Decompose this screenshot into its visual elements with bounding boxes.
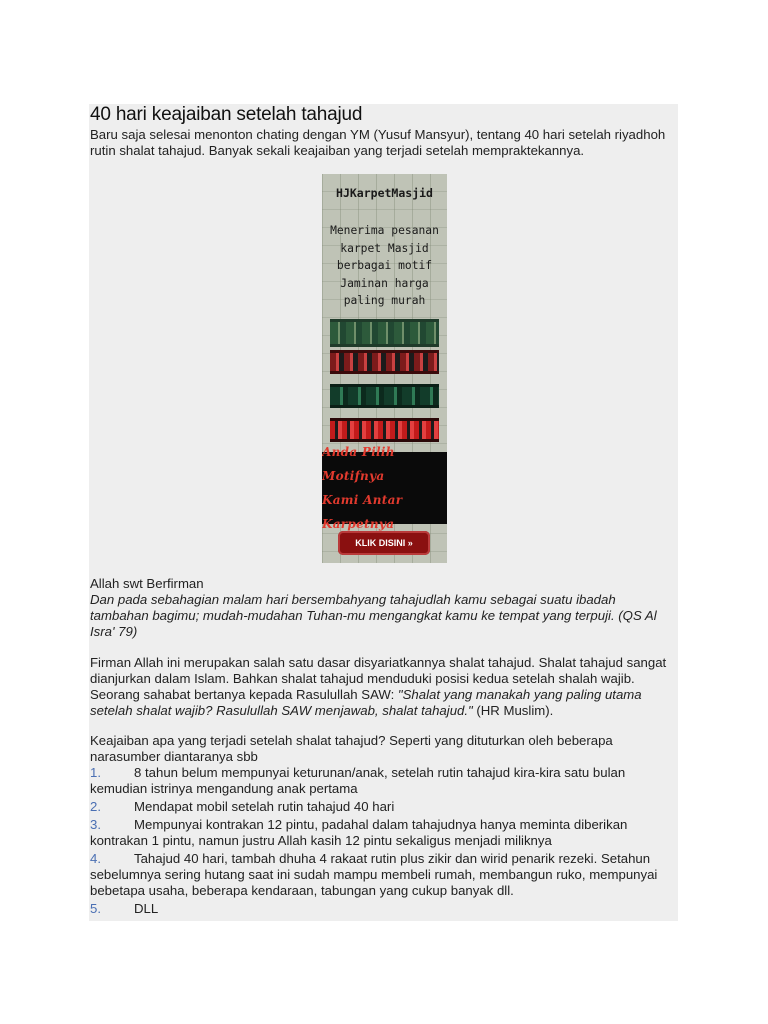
- list-text: Tahajud 40 hari, tambah dhuha 4 rakaat rutin plus zikir dan wirid penarik rezeki. Setahun sebelumnya sering hutang saat ini sudah mampu membeli rumah, membangun ruko, mempunyai bebetapa usaha, beberapa kendaraan, tabungan yang cukup banyak dll.: [90, 851, 658, 898]
- ad-line: paling murah: [343, 294, 426, 307]
- verse-text: Dan pada sebahagian malam hari bersembahyang tahajudlah kamu sebagai suatu ibadah tambahan bagimu; mudah-mudahan Tuhan-mu mengangkat kamu ke tempat yang terpuji. (QS Al Isra' 79): [90, 592, 657, 639]
- intro-paragraph: Baru saja selesai menonton chating dengan YM (Yusuf Mansyur), tentang 40 hari setelah riyadhoh rutin shalat tahajud. Banyak sekali keajaiban yang terjadi setelah mempraktekannya.: [90, 127, 666, 158]
- ad-text: [322, 222, 447, 310]
- carpet-sample-image: [330, 350, 439, 374]
- ad-slogan-line: Anda Pilih Motifnya: [322, 445, 395, 483]
- ad-brand: HJKarpetMasjid: [336, 186, 433, 200]
- miracles-intro: Keajaiban apa yang terjadi setelah shalat tahajud? Seperti yang dituturkan oleh beberapa narasumber diantaranya sbb: [90, 733, 613, 764]
- explanation-section: [90, 655, 670, 719]
- carpet-sample-image: [330, 384, 439, 408]
- list-item: [90, 817, 670, 849]
- hadith-quote: "Shalat yang manakah yang paling utama setelah shalat wajib? Rasulullah SAW menjawab, shalat tahajud.": [90, 687, 642, 718]
- carpet-sample-image: [330, 319, 439, 347]
- list-text: Mendapat mobil setelah rutin tahajud 40 hari: [134, 799, 395, 814]
- explanation-lead: Firman Allah ini merupakan salah satu dasar disyariatkannya shalat tahajud. Shalat tahajud sangat dianjurkan dalam Islam. Bahkan shalat tahajud menduduki posisi kedua setelah shalah wajib. Seorang sahabat bertanya kepada Rasulullah SAW:: [90, 655, 667, 702]
- article-header: [90, 104, 670, 159]
- list-item: [90, 901, 670, 917]
- list-number: 5.: [90, 901, 101, 916]
- list-item: [90, 765, 670, 797]
- miracles-list: [90, 765, 670, 917]
- ad-slogan-line: Kami Antar Karpetnya: [322, 493, 403, 531]
- list-text: 8 tahun belum mempunyai keturunan/anak, setelah rutin tahajud kira-kira satu bulan kemudian istrinya mengandung anak pertama: [90, 765, 626, 796]
- ad-line: Jaminan harga: [340, 276, 429, 290]
- list-text: DLL: [134, 901, 159, 916]
- explanation-paragraph: [90, 655, 670, 719]
- ad-slogan-box: [322, 445, 447, 531]
- carpet-ad-banner[interactable]: [322, 174, 447, 563]
- ad-background: [322, 174, 447, 563]
- list-text: Mempunyai kontrakan 12 pintu, padahal dalam tahajudnya hanya meminta diberikan kontrakan 1 pintu, namun justru Allah kasih 12 pintu sekaligus menjadi miliknya: [90, 817, 628, 848]
- list-number: 1.: [90, 765, 101, 780]
- carpet-sample-image: [330, 418, 439, 442]
- verse-heading: Allah swt Berfirman: [90, 576, 204, 591]
- verse-section: [90, 576, 670, 640]
- hadith-source: (HR Muslim).: [472, 703, 554, 718]
- list-number: 3.: [90, 817, 101, 832]
- ad-line: karpet Masjid: [340, 241, 429, 255]
- ad-click-button[interactable]: KLIK DISINI »: [338, 531, 430, 555]
- list-item: [90, 851, 670, 899]
- miracles-section: [90, 733, 670, 919]
- article-title: 40 hari keajaiban setelah tahajud: [90, 104, 363, 125]
- list-number: 2.: [90, 799, 101, 814]
- ad-line: Menerima pesanan: [330, 224, 439, 237]
- list-item: [90, 799, 670, 815]
- ad-line: berbagai motif: [336, 259, 433, 272]
- list-number: 4.: [90, 851, 101, 866]
